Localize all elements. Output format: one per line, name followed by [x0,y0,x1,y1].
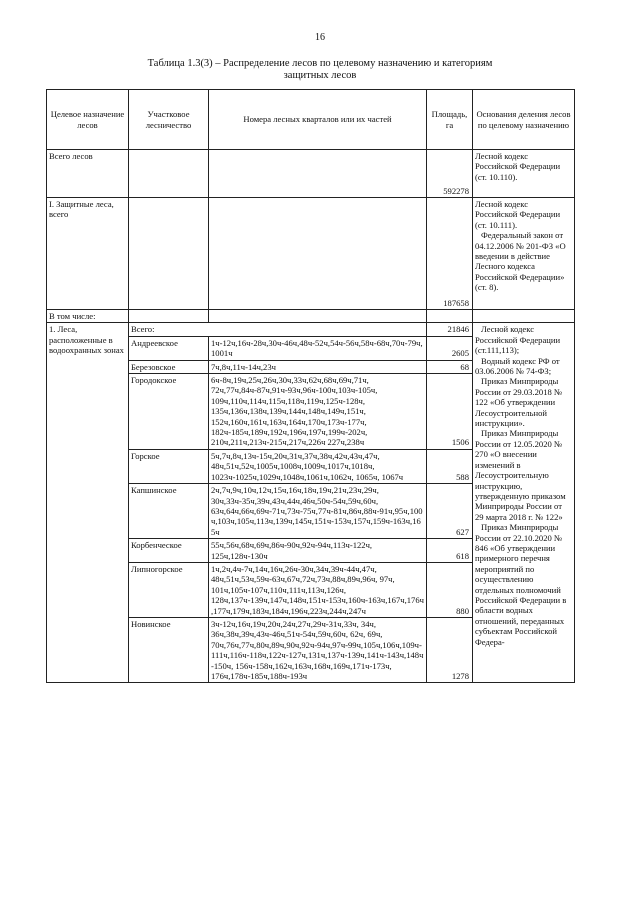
water-basis-5: Приказ Минприроды России от 22.10.2020 № 846 «Об утверждении примерного перечня мероприятий по осуществлению отдельных полномочий Российской Федерации в области водных отношений, переданных субъектам Российской Федера- [475,522,567,647]
district-name: Липногорское [129,562,209,617]
water-total-label: Всего: [129,323,427,336]
district-quarters: 1ч,2ч,4ч-7ч,14ч,16ч,26ч-30ч,34ч,39ч-44ч,47ч, 48ч,51ч,53ч,59ч-63ч,67ч,72ч,73ч,88ч,89ч,96ч, 97ч, 101ч,105ч-107ч,110ч,111ч,113ч,126ч, 128ч,137ч-139ч,147ч,148ч,151ч-153ч,160ч-163ч,167ч,176ч,177ч,179ч,183ч,184ч,196ч,223ч,244ч,247ч [209,562,427,617]
header-quarters: Номера лесных кварталов или их частей [209,90,427,150]
header-area: Площадь, га [427,90,473,150]
row-including [47,310,575,323]
including-label: В том числе: [47,310,129,323]
water-basis-4: Приказ Минприроды России от 12.05.2020 № 270 «О внесении изменений в Лесоустроительную инструкцию, утвержденную приказом Минприроды России от 29 марта 2018 г. № 122» [475,428,566,522]
district-quarters: 1ч-12ч,16ч-28ч,30ч-46ч,48ч-52ч,54ч-56ч,58ч-68ч,70ч-79ч,1001ч [209,336,427,360]
table-caption [90,58,550,82]
district-area: 618 [427,539,473,563]
protective-basis [473,198,575,310]
header-purpose: Целевое назначение лесов [47,90,129,150]
total-basis: Лесной кодекс Российской Федерации (ст. 10.110). [473,150,575,198]
district-quarters: 6ч-8ч,19ч,25ч,26ч,30ч,33ч,62ч,68ч,69ч,71ч, 72ч,77ч,84ч-87ч,91ч-93ч,96ч-100ч,103ч-105ч, 109ч,110ч,114ч,115ч,118ч,119ч,125ч-128ч, 135ч,136ч,138ч,139ч,144ч,148ч,149ч,151ч, 152ч,160ч,161ч,163ч,164ч,170ч,173ч-177ч, 182ч-185ч,189ч,192ч,196ч,197ч,199ч-202ч, 210ч,211ч,213ч-215ч,217ч,226ч 227ч,238ч [209,374,427,450]
district-quarters: 3ч-12ч,16ч,19ч,20ч,24ч,27ч,29ч-31ч,33ч, 34ч, 36ч,38ч,39ч,43ч-46ч,51ч-54ч,59ч,60ч, 62ч, 69ч, 70ч,76ч,77ч,80ч,89ч,90ч,92ч-94ч,97ч-99ч,105ч,106ч,109ч-111ч,116ч-118ч,122ч-127ч,131ч,137ч-139ч,141ч-143ч,148ч-150ч, 156ч-158ч,162ч,163ч,168ч,169ч,171ч-173ч, 176ч,178ч-185ч,188ч-193ч [209,617,427,682]
header-district: Участковое лесничество [129,90,209,150]
water-basis-3: Приказ Минприроды России от 29.03.2018 № 122 «Об утверждении Лесоустроительной инструкции». [475,376,563,429]
district-name: Капшинское [129,484,209,539]
water-label: 1. Леса, расположенные в водоохранных зонах [47,323,129,683]
forest-distribution-table [46,89,575,683]
total-area: 592278 [427,150,473,198]
district-area: 68 [427,360,473,373]
district-name: Новинское [129,617,209,682]
header-basis: Основания деления лесов по целевому назначению [473,90,575,150]
district-name: Горское [129,449,209,483]
water-basis-2: Водный кодекс РФ от 03.06.2006 № 74-ФЗ; [475,355,560,377]
water-total-area: 21846 [427,323,473,336]
row-protective [47,198,575,310]
row-water-total [47,323,575,336]
district-area: 880 [427,562,473,617]
district-quarters: 55ч,56ч,68ч,69ч,86ч-90ч,92ч-94ч,113ч-122ч, 125ч,128ч-130ч [209,539,427,563]
district-name: Корбенческое [129,539,209,563]
page-number: 16 [315,32,325,43]
total-label: Всего лесов [47,150,129,198]
district-area: 627 [427,484,473,539]
district-area: 2605 [427,336,473,360]
table-header-row [47,90,575,150]
row-total [47,150,575,198]
district-name: Березовское [129,360,209,373]
district-name: Городокское [129,374,209,450]
district-area: 1278 [427,617,473,682]
protective-label: I. Защитные леса, всего [47,198,129,310]
protective-basis-2: Федеральный закон от 04.12.2006 № 201-ФЗ «О введении в действие Лесного кодекса Российской Федерации» (ст. 8). [475,230,566,293]
water-basis [473,323,575,683]
protective-area: 187658 [427,198,473,310]
district-quarters: 2ч,7ч,9ч,10ч,12ч,15ч,16ч,18ч,19ч,21ч,23ч,29ч, 30ч,33ч-35ч,39ч,43ч,44ч,46ч,50ч-54ч,59ч,60ч, 63ч,64ч,66ч,69ч-71ч,73ч-75ч,77ч-81ч,86ч,88ч-91ч,95ч,100ч,103ч,105ч,113ч,139ч,145ч,151ч-153ч,157ч,159ч-163ч,165ч [209,484,427,539]
district-area: 588 [427,449,473,483]
water-basis-1: Лесной кодекс Российской Федерации (ст.111,113); [475,324,561,356]
district-area: 1506 [427,374,473,450]
district-quarters: 5ч,7ч,8ч,13ч-15ч,20ч,31ч,37ч,38ч,42ч,43ч,47ч, 48ч,51ч,52ч,1005ч,1008ч,1009ч,1017ч,1018ч, 1023ч-1025ч,1029ч,1048ч,1061ч,1062ч, 1065ч, 1067ч [209,449,427,483]
caption-line-2: защитных лесов [283,70,357,81]
caption-line-1: Таблица 1.3(3) – Распределение лесов по целевому назначению и категориям [147,58,493,69]
district-name: Андреевское [129,336,209,360]
protective-basis-1: Лесной кодекс Российской Федерации (ст. 10.111). [475,199,561,230]
district-quarters: 7ч,8ч,11ч-14ч,23ч [209,360,427,373]
